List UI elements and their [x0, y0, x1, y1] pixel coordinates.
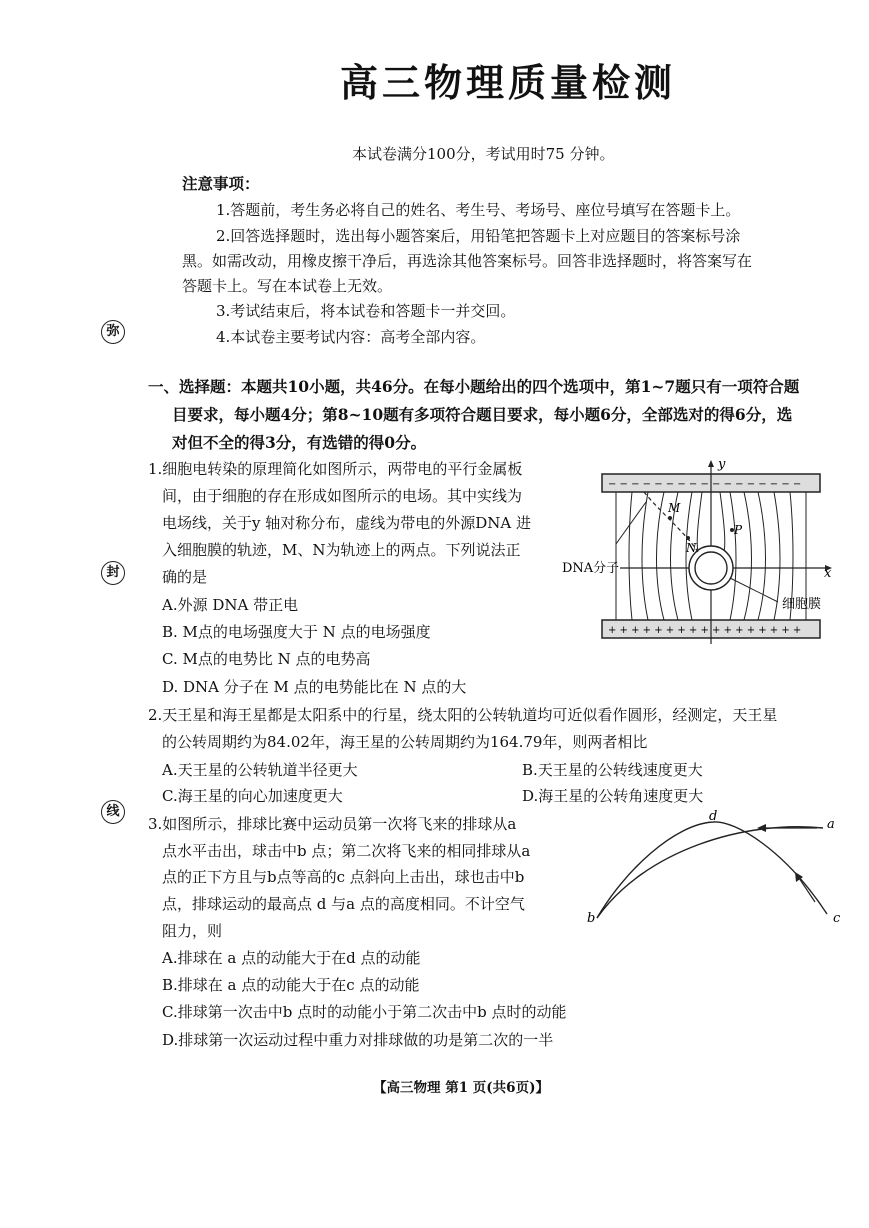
note-1: 1.答题前，考生务必将自己的姓名、考生号、考场号、座位号填写在答题卡上。	[216, 201, 741, 219]
q2-option-d: D.海王星的公转角速度更大	[522, 787, 704, 805]
q3-trajectory-figure	[585, 810, 855, 928]
bottom-plate-charges: + + + + + + + + + + + + + + + + +	[608, 625, 802, 636]
label-a: a	[827, 817, 835, 832]
label-c: c	[833, 911, 841, 926]
y-arrow	[708, 460, 714, 467]
q3-option-c: C.排球第一次击中b 点时的动能小于第二次击中b 点时的动能	[162, 1003, 567, 1021]
q3-option-b: B.排球在 a 点的动能大于在c 点的动能	[162, 976, 420, 994]
q1-option-a: A.外源 DNA 带正电	[162, 596, 299, 614]
membrane-leader	[730, 578, 778, 602]
y-label: y	[718, 457, 726, 472]
q2-option-c: C.海王星的向心加速度更大	[162, 787, 343, 805]
q3-option-d: D.排球第一次运动过程中重力对排球做的功是第二次的一半	[162, 1031, 554, 1049]
exam-info: 本试卷满分100分，考试用时75 分钟。	[352, 145, 615, 163]
top-plate-charges: − − − − − − − − − − − − − − − − −	[608, 479, 802, 490]
q1-line1: 1.细胞电转染的原理简化如图所示，两带电的平行金属板	[148, 460, 523, 478]
q1-line3: 电场线，关于y 轴对称分布，虚线为带电的外源DNA 进	[162, 514, 531, 532]
note-2b: 黑。如需改动，用橡皮擦干净后，再选涂其他答案标号。回答非选择题时，将答案写在	[182, 252, 753, 270]
section1-line3: 对但不全的得3分，有选错的得0分。	[172, 433, 427, 452]
dna-label: DNA分子	[562, 561, 620, 576]
note-2a: 2.回答选择题时，选出每小题答案后，用铅笔把答题卡上对应题目的答案标号涂	[216, 227, 741, 245]
incoming-arrowhead-a	[757, 824, 766, 832]
q3-line3: 点的正下方且与b点等高的c 点斜向上击出，球也击中b	[162, 868, 525, 886]
q3-line1: 3.如图所示，排球比赛中运动员第一次将飞来的排球从a	[148, 815, 517, 833]
cell-inner	[695, 552, 727, 584]
section1-line1: 一、选择题：本题共10小题，共46分。在每小题给出的四个选项中，第1~7题只有一项符合题	[148, 377, 800, 396]
x-label: x	[824, 566, 832, 581]
note-2c: 答题卡上。写在本试卷上无效。	[182, 277, 393, 295]
q1-option-d: D. DNA 分子在 M 点的电势能比在 N 点的大	[162, 678, 467, 696]
note-3: 3.考试结束后，将本试卷和答题卡一并交回。	[216, 302, 516, 320]
q3-line2: 点水平击出，球击中b 点；第二次将飞来的相同排球从a	[162, 842, 531, 860]
seal-mi: 弥	[101, 320, 125, 344]
label-m: M	[668, 501, 681, 515]
membrane-label: 细胞膜	[782, 597, 822, 612]
label-n: N	[686, 541, 697, 555]
q1-option-b: B. M点的电场强度大于 N 点的电场强度	[162, 623, 431, 641]
page-title: 高三物理质量检测	[340, 61, 677, 105]
seal-feng: 封	[101, 561, 125, 585]
q2-line2: 的公转周期约为84.02年，海王星的公转周期约为164.79年，则两者相比	[162, 733, 648, 751]
trajectory-2	[597, 822, 827, 918]
q2-line1: 2.天王星和海王星都是太阳系中的行星，绕太阳的公转轨道均可近似看作圆形，经测定，天王星	[148, 706, 778, 724]
q3-option-a: A.排球在 a 点的动能大于在d 点的动能	[162, 949, 421, 967]
point-n	[686, 536, 690, 540]
q1-line4: 入细胞膜的轨迹，M、N为轨迹上的两点。下列说法正	[162, 541, 521, 559]
q1-field-figure	[560, 452, 850, 652]
q1-line5: 确的是	[162, 568, 208, 586]
q3-line4: 点，排球运动的最高点 d 与a 点的高度相同。不计空气	[162, 895, 525, 913]
q1-line2: 间，由于细胞的存在形成如图所示的电场。其中实线为	[162, 487, 523, 505]
q3-line5: 阻力，则	[162, 922, 223, 940]
page-footer: 【高三物理 第1 页(共6页)】	[373, 1080, 549, 1096]
notes-heading: 注意事项：	[182, 174, 260, 193]
point-m	[668, 516, 672, 520]
q2-option-b: B.天王星的公转线速度更大	[522, 761, 703, 779]
note-4: 4.本试卷主要考试内容：高考全部内容。	[216, 328, 486, 346]
label-b: b	[587, 911, 596, 926]
label-d: d	[709, 810, 718, 824]
label-p: P	[734, 523, 743, 537]
q1-option-c: C. M点的电势比 N 点的电势高	[162, 650, 371, 668]
incoming-arrow-c	[799, 878, 815, 902]
seal-xian: 线	[101, 800, 125, 824]
q2-option-a: A.天王星的公转轨道半径更大	[162, 761, 358, 779]
section1-line2: 目要求，每小题4分；第8~10题有多项符合题目要求，每小题6分，全部选对的得6分，选	[172, 405, 793, 424]
